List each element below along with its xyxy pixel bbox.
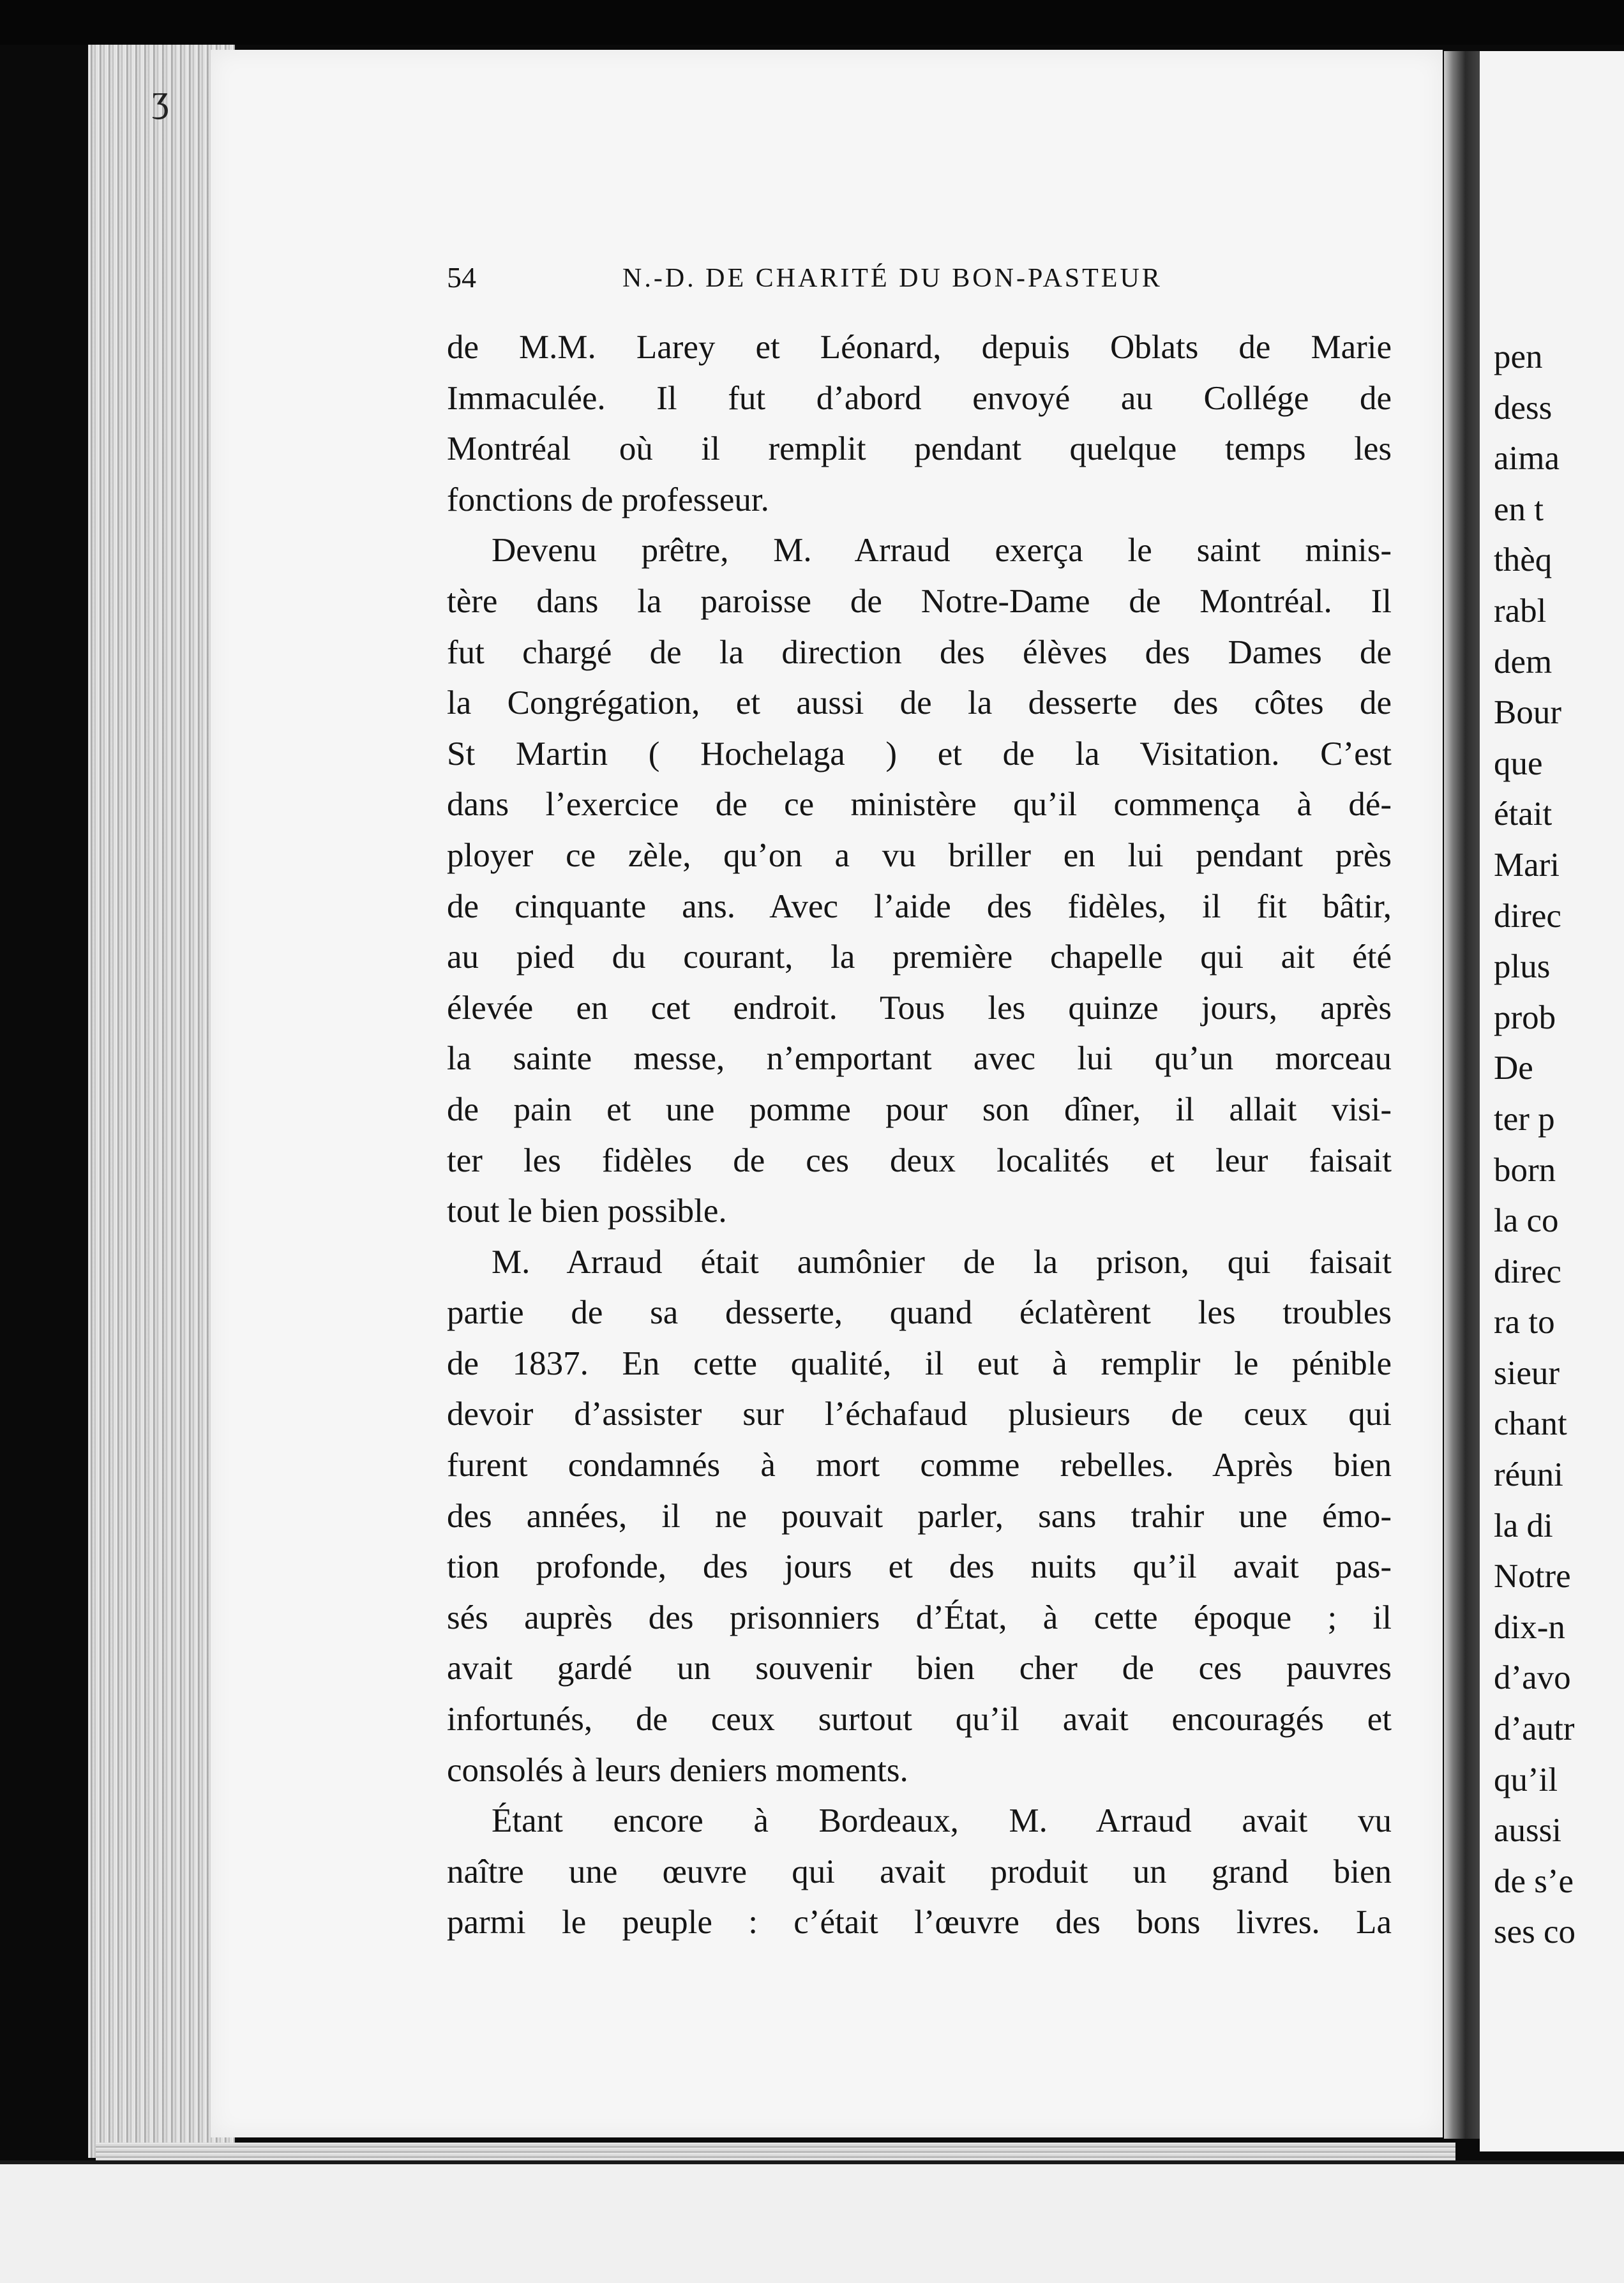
text-line: fut chargé de la direction des élèves des Dames de	[447, 633, 1392, 671]
right-page-line-fragment: chant	[1494, 1405, 1567, 1443]
text-line: M. Arraud était aumônier de la prison, qui faisait	[492, 1243, 1392, 1281]
page-number: 54	[447, 261, 476, 294]
right-page-line-fragment: que	[1494, 744, 1543, 782]
text-line: Montréal où il remplit pendant quelque temps les	[447, 430, 1392, 468]
right-page-line-fragment: de s’e	[1494, 1862, 1574, 1900]
right-page-line-fragment: Notre	[1494, 1558, 1571, 1595]
right-page-line-fragment: qu’il	[1494, 1761, 1558, 1798]
right-page-line-fragment: ter p	[1494, 1100, 1555, 1138]
right-page-line-fragment: sieur	[1494, 1354, 1560, 1392]
text-line: ter les fidèles de ces deux localités et leur faisait	[447, 1142, 1392, 1179]
right-page-line-fragment: en t	[1494, 490, 1544, 528]
right-page-line-fragment: dem	[1494, 643, 1553, 681]
text-line: parmi le peuple : c’était l’œuvre des bons livres. La	[447, 1904, 1392, 1941]
text-line: consolés à leurs deniers moments.	[447, 1751, 908, 1789]
right-page-text-fragments	[1494, 332, 1624, 1958]
text-line: devoir d’assister sur l’échafaud plusieurs de ceux qui	[447, 1396, 1392, 1433]
right-page-line-fragment: était	[1494, 795, 1553, 833]
text-line: de cinquante ans. Avec l’aide des fidèles, il fit bâtir,	[447, 887, 1392, 925]
right-page-line-fragment: aussi	[1494, 1812, 1561, 1850]
text-line: furent condamnés à mort comme rebelles. Après bien	[447, 1447, 1392, 1484]
text-line: la sainte messe, n’emportant avec lui qu’un morceau	[447, 1040, 1392, 1078]
right-page-line-fragment: dess	[1494, 389, 1553, 426]
right-page-line-fragment: direc	[1494, 897, 1561, 935]
text-line: partie de sa desserte, quand éclatèrent les troubles	[447, 1294, 1392, 1332]
right-page-line-fragment: prob	[1494, 998, 1556, 1036]
text-line: tout le bien possible.	[447, 1193, 727, 1230]
right-page-line-fragment: plus	[1494, 948, 1551, 986]
text-line: Étant encore à Bordeaux, M. Arraud avait vu	[492, 1802, 1392, 1840]
right-page-line-fragment: Mari	[1494, 846, 1560, 884]
right-page-line-fragment: pen	[1494, 338, 1543, 375]
right-page-line-fragment: direc	[1494, 1253, 1561, 1290]
right-page-line-fragment: ra to	[1494, 1304, 1555, 1341]
right-page-line-fragment: thèq	[1494, 541, 1553, 579]
right-page-line-fragment: la co	[1494, 1202, 1559, 1240]
stacked-page-edges-bottom	[96, 2143, 1455, 2160]
text-line: ployer ce zèle, qu’on a vu briller en lui pendant près	[447, 836, 1392, 874]
scanner-frame-top	[0, 0, 1624, 45]
right-page-line-fragment: la di	[1494, 1507, 1553, 1544]
right-page-line-fragment: dix-n	[1494, 1608, 1565, 1646]
text-line: tère dans la paroisse de Notre-Dame de Montréal. Il	[447, 582, 1392, 620]
scanner-frame-bottom	[0, 2164, 1624, 2283]
text-line: dans l’exercice de ce ministère qu’il commença à dé-	[447, 786, 1392, 824]
text-line: Immaculée. Il fut d’abord envoyé au Collége de	[447, 379, 1392, 417]
book-gutter	[1444, 51, 1480, 2139]
text-line: St Martin ( Hochelaga ) et de la Visitation. C’est	[447, 735, 1392, 772]
text-line: avait gardé un souvenir bien cher de ces pauvres	[447, 1650, 1392, 1687]
right-page-line-fragment: d’autr	[1494, 1710, 1575, 1748]
right-page-line-fragment: De	[1494, 1050, 1533, 1087]
text-line: Devenu prêtre, M. Arraud exerça le saint minis-	[492, 532, 1392, 569]
right-page-line-fragment: Bour	[1494, 694, 1561, 732]
text-line: la Congrégation, et aussi de la desserte des côtes de	[447, 684, 1392, 722]
text-line: fonctions de professeur.	[447, 481, 769, 518]
page-header	[447, 260, 1392, 299]
right-page-line-fragment: rabl	[1494, 592, 1547, 629]
right-page-line-fragment: ses co	[1494, 1913, 1576, 1951]
text-line: des années, il ne pouvait parler, sans trahir une émo-	[447, 1497, 1392, 1535]
right-page-line-fragment: réuni	[1494, 1456, 1563, 1494]
text-line: de M.M. Larey et Léonard, depuis Oblats de Marie	[447, 329, 1392, 366]
text-line: sés auprès des prisonniers d’État, à cette époque ; il	[447, 1599, 1392, 1636]
right-page-line-fragment: aima	[1494, 440, 1560, 478]
margin-mark: ʒ	[152, 77, 169, 119]
text-line: infortunés, de ceux surtout qu’il avait encouragés et	[447, 1701, 1392, 1738]
left-page-text	[447, 322, 1392, 1948]
text-line: au pied du courant, la première chapelle qui ait été	[447, 938, 1392, 976]
running-title: N.-D. DE CHARITÉ DU BON-PASTEUR	[622, 264, 1162, 293]
text-line: de 1837. En cette qualité, il eut à remplir le pénible	[447, 1345, 1392, 1382]
text-line: tion profonde, des jours et des nuits qu’il avait pas-	[447, 1548, 1392, 1586]
text-line: de pain et une pomme pour son dîner, il allait visi-	[447, 1090, 1392, 1128]
text-line: naître une œuvre qui avait produit un grand bien	[447, 1853, 1392, 1890]
text-line: élevée en cet endroit. Tous les quinze jours, après	[447, 989, 1392, 1027]
right-page-line-fragment: d’avo	[1494, 1659, 1571, 1697]
right-page-line-fragment: born	[1494, 1151, 1556, 1189]
